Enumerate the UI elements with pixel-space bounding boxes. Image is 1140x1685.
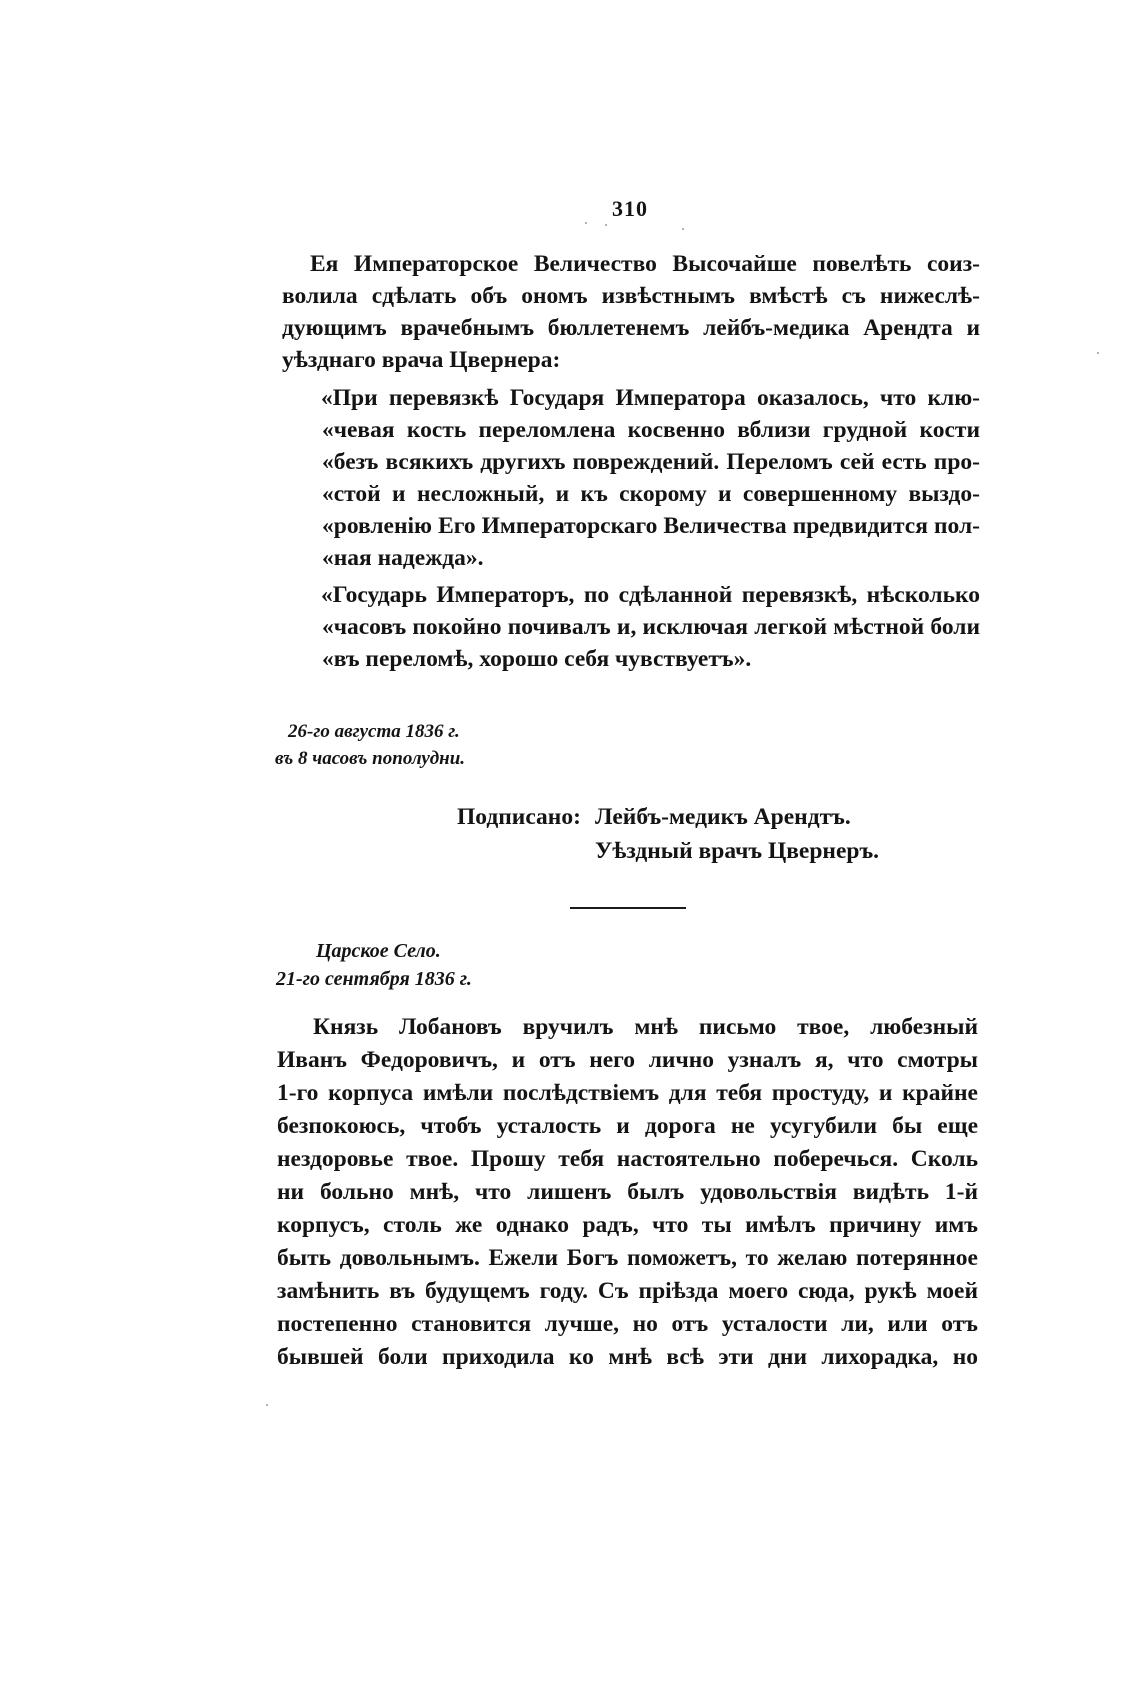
intro-line: уѣзднаго врача Цвернера: bbox=[282, 347, 561, 373]
letter-line: 1-го корпуса имѣли послѣдствіемъ для тебя простуду, и крайне bbox=[277, 1080, 978, 1106]
page-number: 310 bbox=[612, 196, 648, 221]
letter-line: ни больно мнѣ, что лишенъ былъ удовольствія видѣть 1-й bbox=[277, 1179, 978, 1205]
bulletin-line: «ная надежда». bbox=[322, 545, 484, 571]
scan-speck bbox=[682, 228, 684, 230]
scan-speck bbox=[585, 222, 587, 224]
bulletin-time: въ 8 часовъ пополудни. bbox=[275, 748, 466, 769]
letter-line: бывшей боли приходила ко мнѣ всѣ эти дни лихорадка, но bbox=[277, 1344, 978, 1370]
section-divider bbox=[570, 907, 686, 909]
signed-label: Подписано: bbox=[457, 804, 581, 830]
letter-line: Князь Лобановъ вручилъ мнѣ письмо твое, любезный bbox=[313, 1014, 978, 1040]
letter-line: безпокоюсь, чтобъ усталость и дорога не усугубили бы еще bbox=[277, 1113, 978, 1139]
intro-line: дующимъ врачебнымъ бюллетенемъ лейбъ-медика Арендта и bbox=[282, 315, 980, 341]
bulletin-line: «безъ всякихъ другихъ повреждений. Переломъ сей есть про- bbox=[322, 449, 980, 475]
intro-line: Ея Императорское Величество Высочайше повелѣть соиз- bbox=[310, 251, 980, 277]
intro-line: волила сдѣлать объ ономъ извѣстнымъ вмѣстѣ съ нижеслѣ- bbox=[282, 283, 980, 309]
signer-arendt: Лейбъ-медикъ Арендтъ. bbox=[595, 804, 851, 830]
signer-tsverner: Уѣздный врачъ Цвернеръ. bbox=[595, 838, 880, 864]
letter-line: корпусъ, столь же однако радъ, что ты имѣлъ причину имъ bbox=[277, 1212, 978, 1238]
letter-line: замѣнить въ будущемъ году. Съ пріѣзда моего сюда, рукѣ моей bbox=[277, 1278, 978, 1304]
bulletin-line: «чевая кость переломлена косвенно вблизи грудной кости bbox=[322, 417, 980, 443]
bulletin-line: «часовъ покойно почивалъ и, исключая легкой мѣстной боли bbox=[322, 614, 980, 640]
letter-line: Иванъ Федоровичъ, и отъ него лично узналъ я, что смотры bbox=[277, 1047, 978, 1073]
scan-speck bbox=[605, 224, 607, 226]
letter-line: нездоровье твое. Прошу тебя настоятельно поберечься. Сколь bbox=[277, 1146, 978, 1172]
scan-speck bbox=[1097, 352, 1099, 354]
bulletin-date: 26-го августа 1836 г. bbox=[288, 721, 460, 742]
letter-line: постепенно становится лучше, но отъ усталости ли, или отъ bbox=[277, 1311, 978, 1337]
bulletin-line: «Государь Императоръ, по сдѣланной перевязкѣ, нѣсколько bbox=[321, 582, 980, 608]
bulletin-line: «стой и несложный, и къ скорому и совершенному выздо- bbox=[322, 481, 980, 507]
letter-place: Царское Село. bbox=[316, 940, 441, 962]
letter-date: 21-го сентября 1836 г. bbox=[276, 968, 472, 990]
bulletin-line: «въ переломѣ, хорошо себя чувствуетъ». bbox=[322, 646, 752, 672]
letter-line: быть довольнымъ. Ежели Богъ поможетъ, то желаю потерянное bbox=[277, 1245, 978, 1271]
scan-speck bbox=[266, 1404, 268, 1406]
bulletin-line: «При перевязкѣ Государя Императора оказалось, что клю- bbox=[321, 385, 980, 411]
bulletin-line: «ровленію Его Императорскаго Величества предвидится пол- bbox=[322, 513, 980, 539]
